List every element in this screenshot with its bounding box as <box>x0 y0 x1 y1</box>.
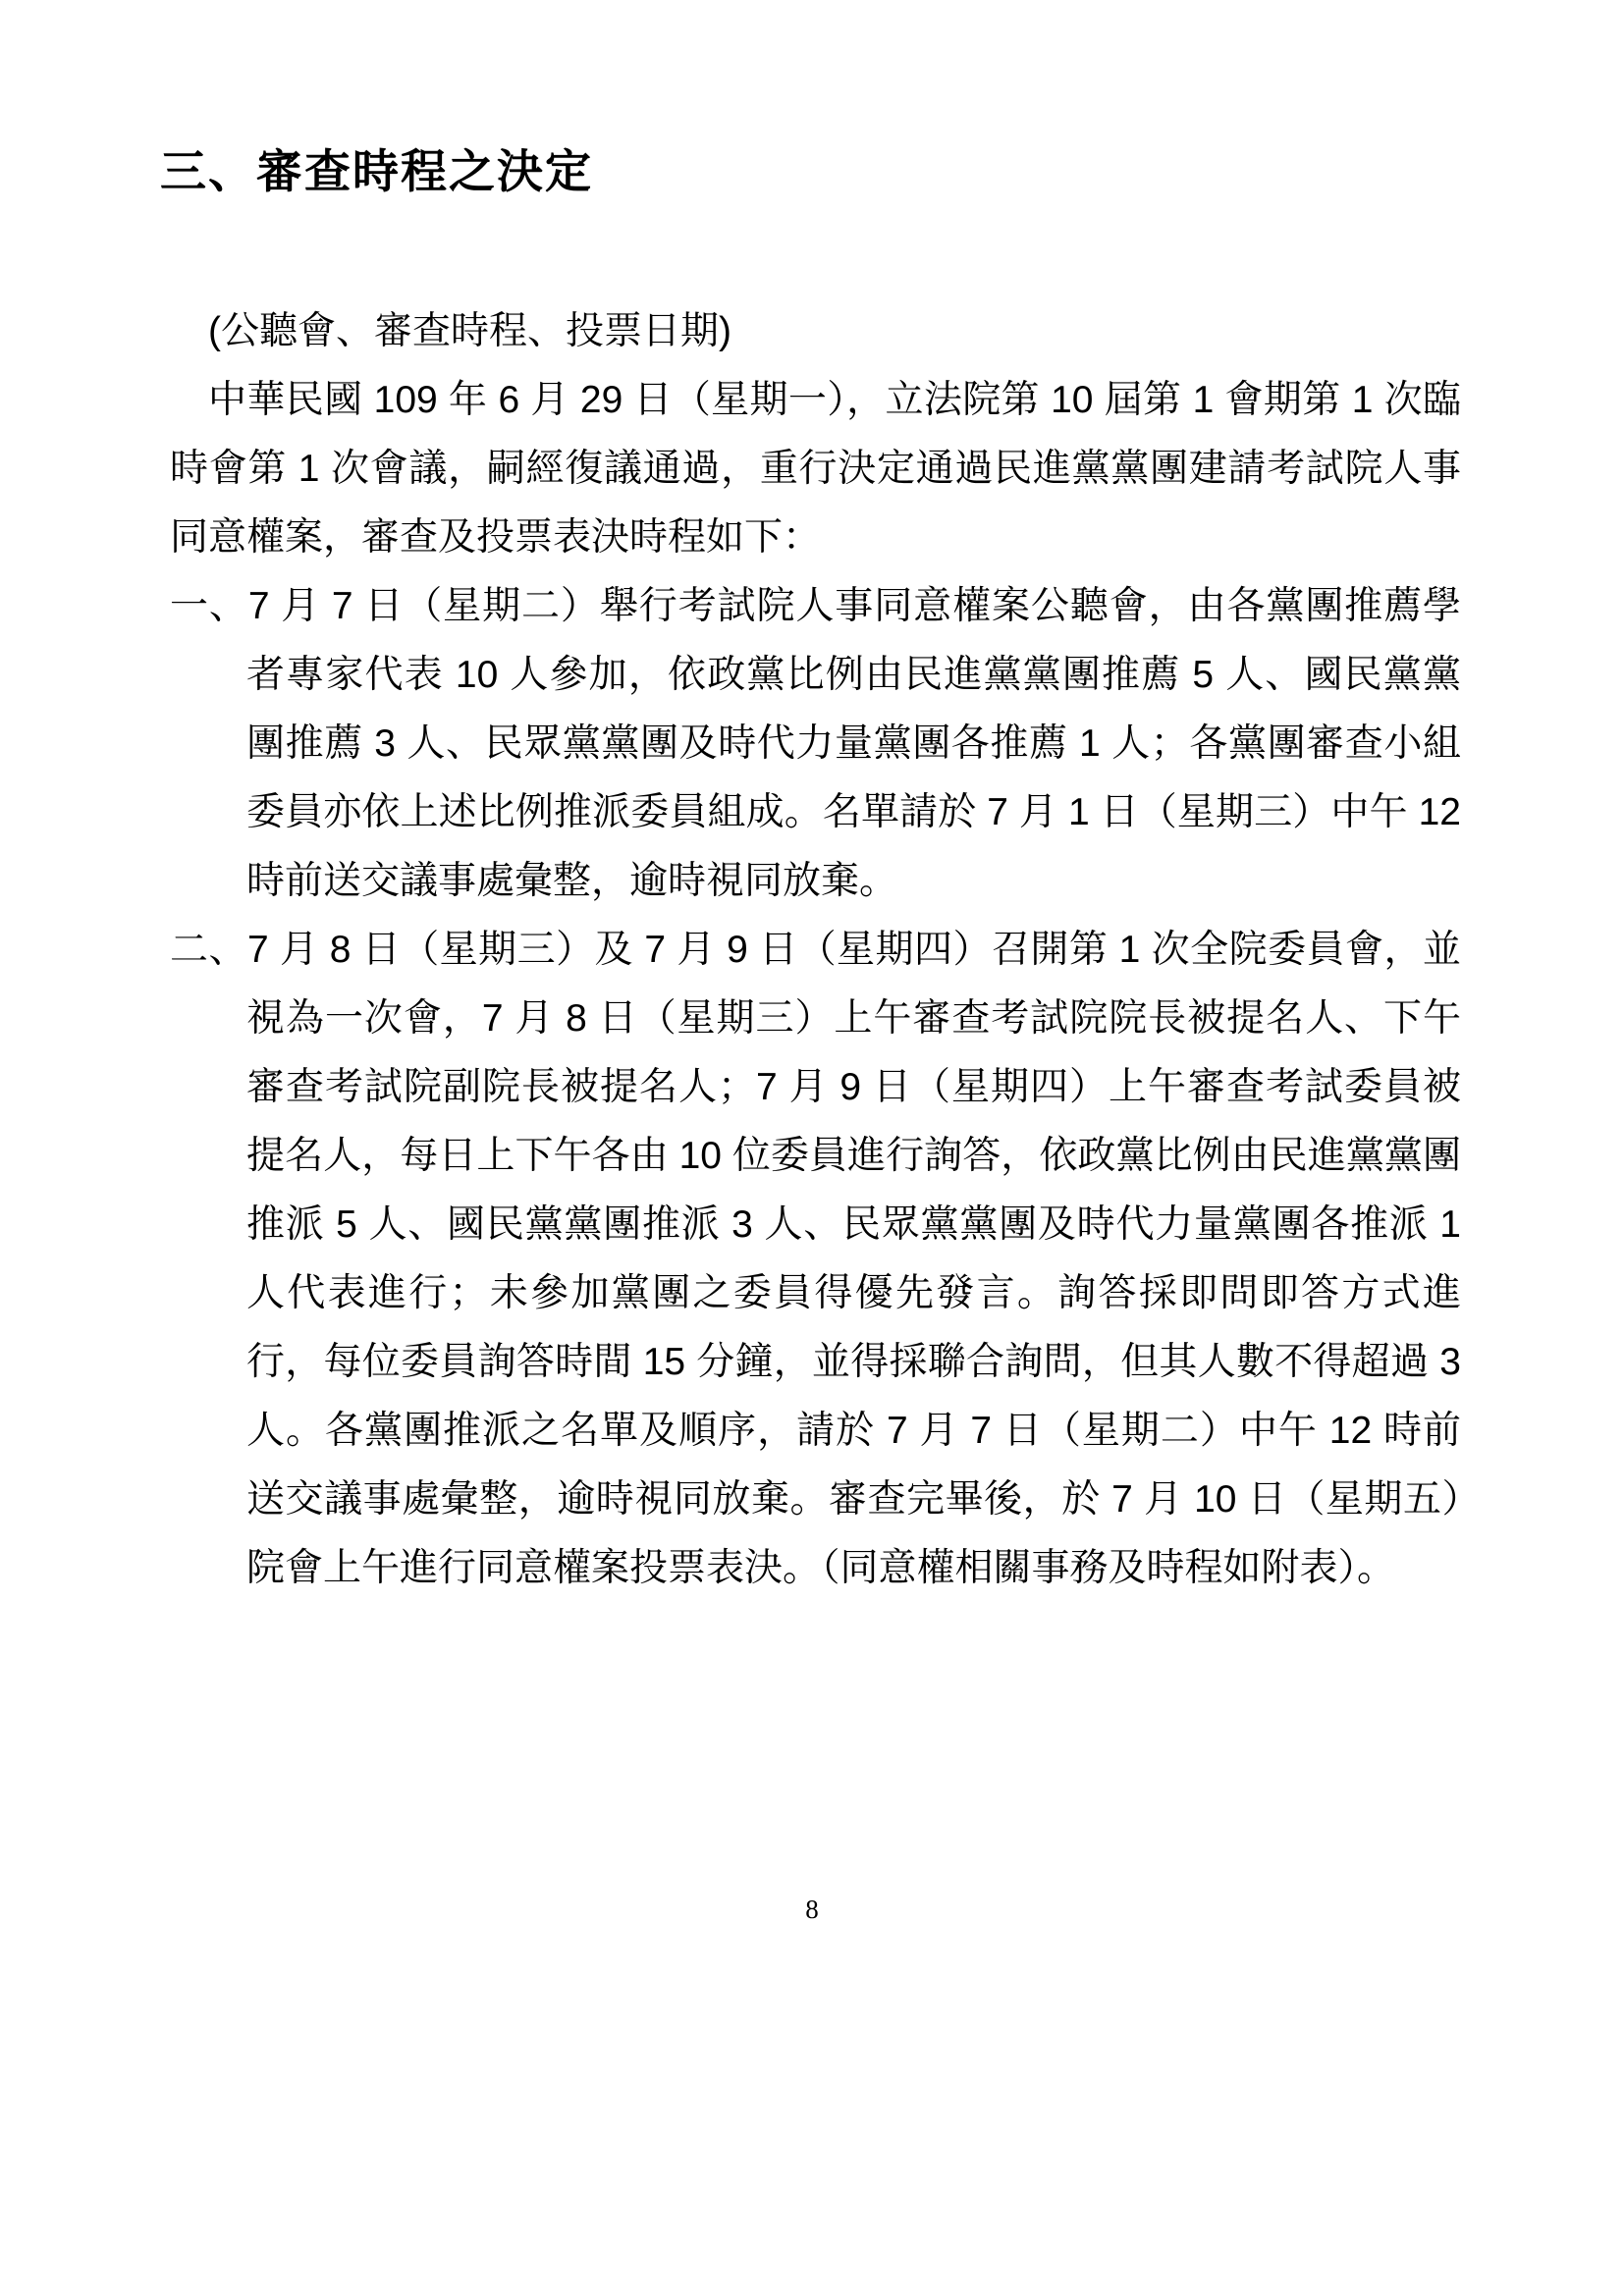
page-number: 8 <box>805 1895 819 1924</box>
list-item-1: 一、7 月 7 日（星期二）舉行考試院人事同意權案公聽會，由各黨團推薦學者專家代表 10 人參加，依政黨比例由民進黨黨團推薦 5 人、國民黨黨團推薦 3 人、民眾黨黨團及時代力量黨團各推薦 1 人；各黨團審查小組委員亦依上述比例推派委員組成。名單請於 7 月 1 日（星期三）中午 12 時前送交議事處彙整，逾時視同放棄。 <box>170 585 1461 902</box>
subtitle-line: (公聽會、審查時程、投票日期) <box>208 310 731 352</box>
section-title: 三、審查時程之決定 <box>160 145 593 197</box>
intro-paragraph: 中華民國 109 年 6 月 29 日（星期一），立法院第 10 屆第 1 會期第 1 次臨時會第 1 次會議，嗣經復議通過，重行決定通過民進黨黨團建請考試院人事同意權案，審查及投票表決時程如下： <box>170 379 1461 559</box>
list-item-2: 二、7 月 8 日（星期三）及 7 月 9 日（星期四）召開第 1 次全院委員會，並視為一次會，7 月 8 日（星期三）上午審查考試院院長被提名人、下午審查考試院副院長被提名人；7 月 9 日（星期四）上午審查考試委員被提名人，每日上下午各由 10 位委員進行詢答，依政黨比例由民進黨黨團推派 5 人、國民黨黨團推派 3 人、民眾黨黨團及時代力量黨團各推派 1 人代表進行；未參加黨團之委員得優先發言。詢答採即問即答方式進行，每位委員詢答時間 15 分鐘，並得採聯合詢問，但其人數不得超過 3 人。各黨團推派之名單及順序，請於 7 月 7 日（星期二）中午 12 時前送交議事處彙整，逾時視同放棄。審查完畢後，於 7 月 10 日（星期五）院會上午進行同意權案投票表決。（同意權相關事務及時程如附表）。 <box>170 929 1461 1589</box>
document-body <box>170 297 1461 1603</box>
